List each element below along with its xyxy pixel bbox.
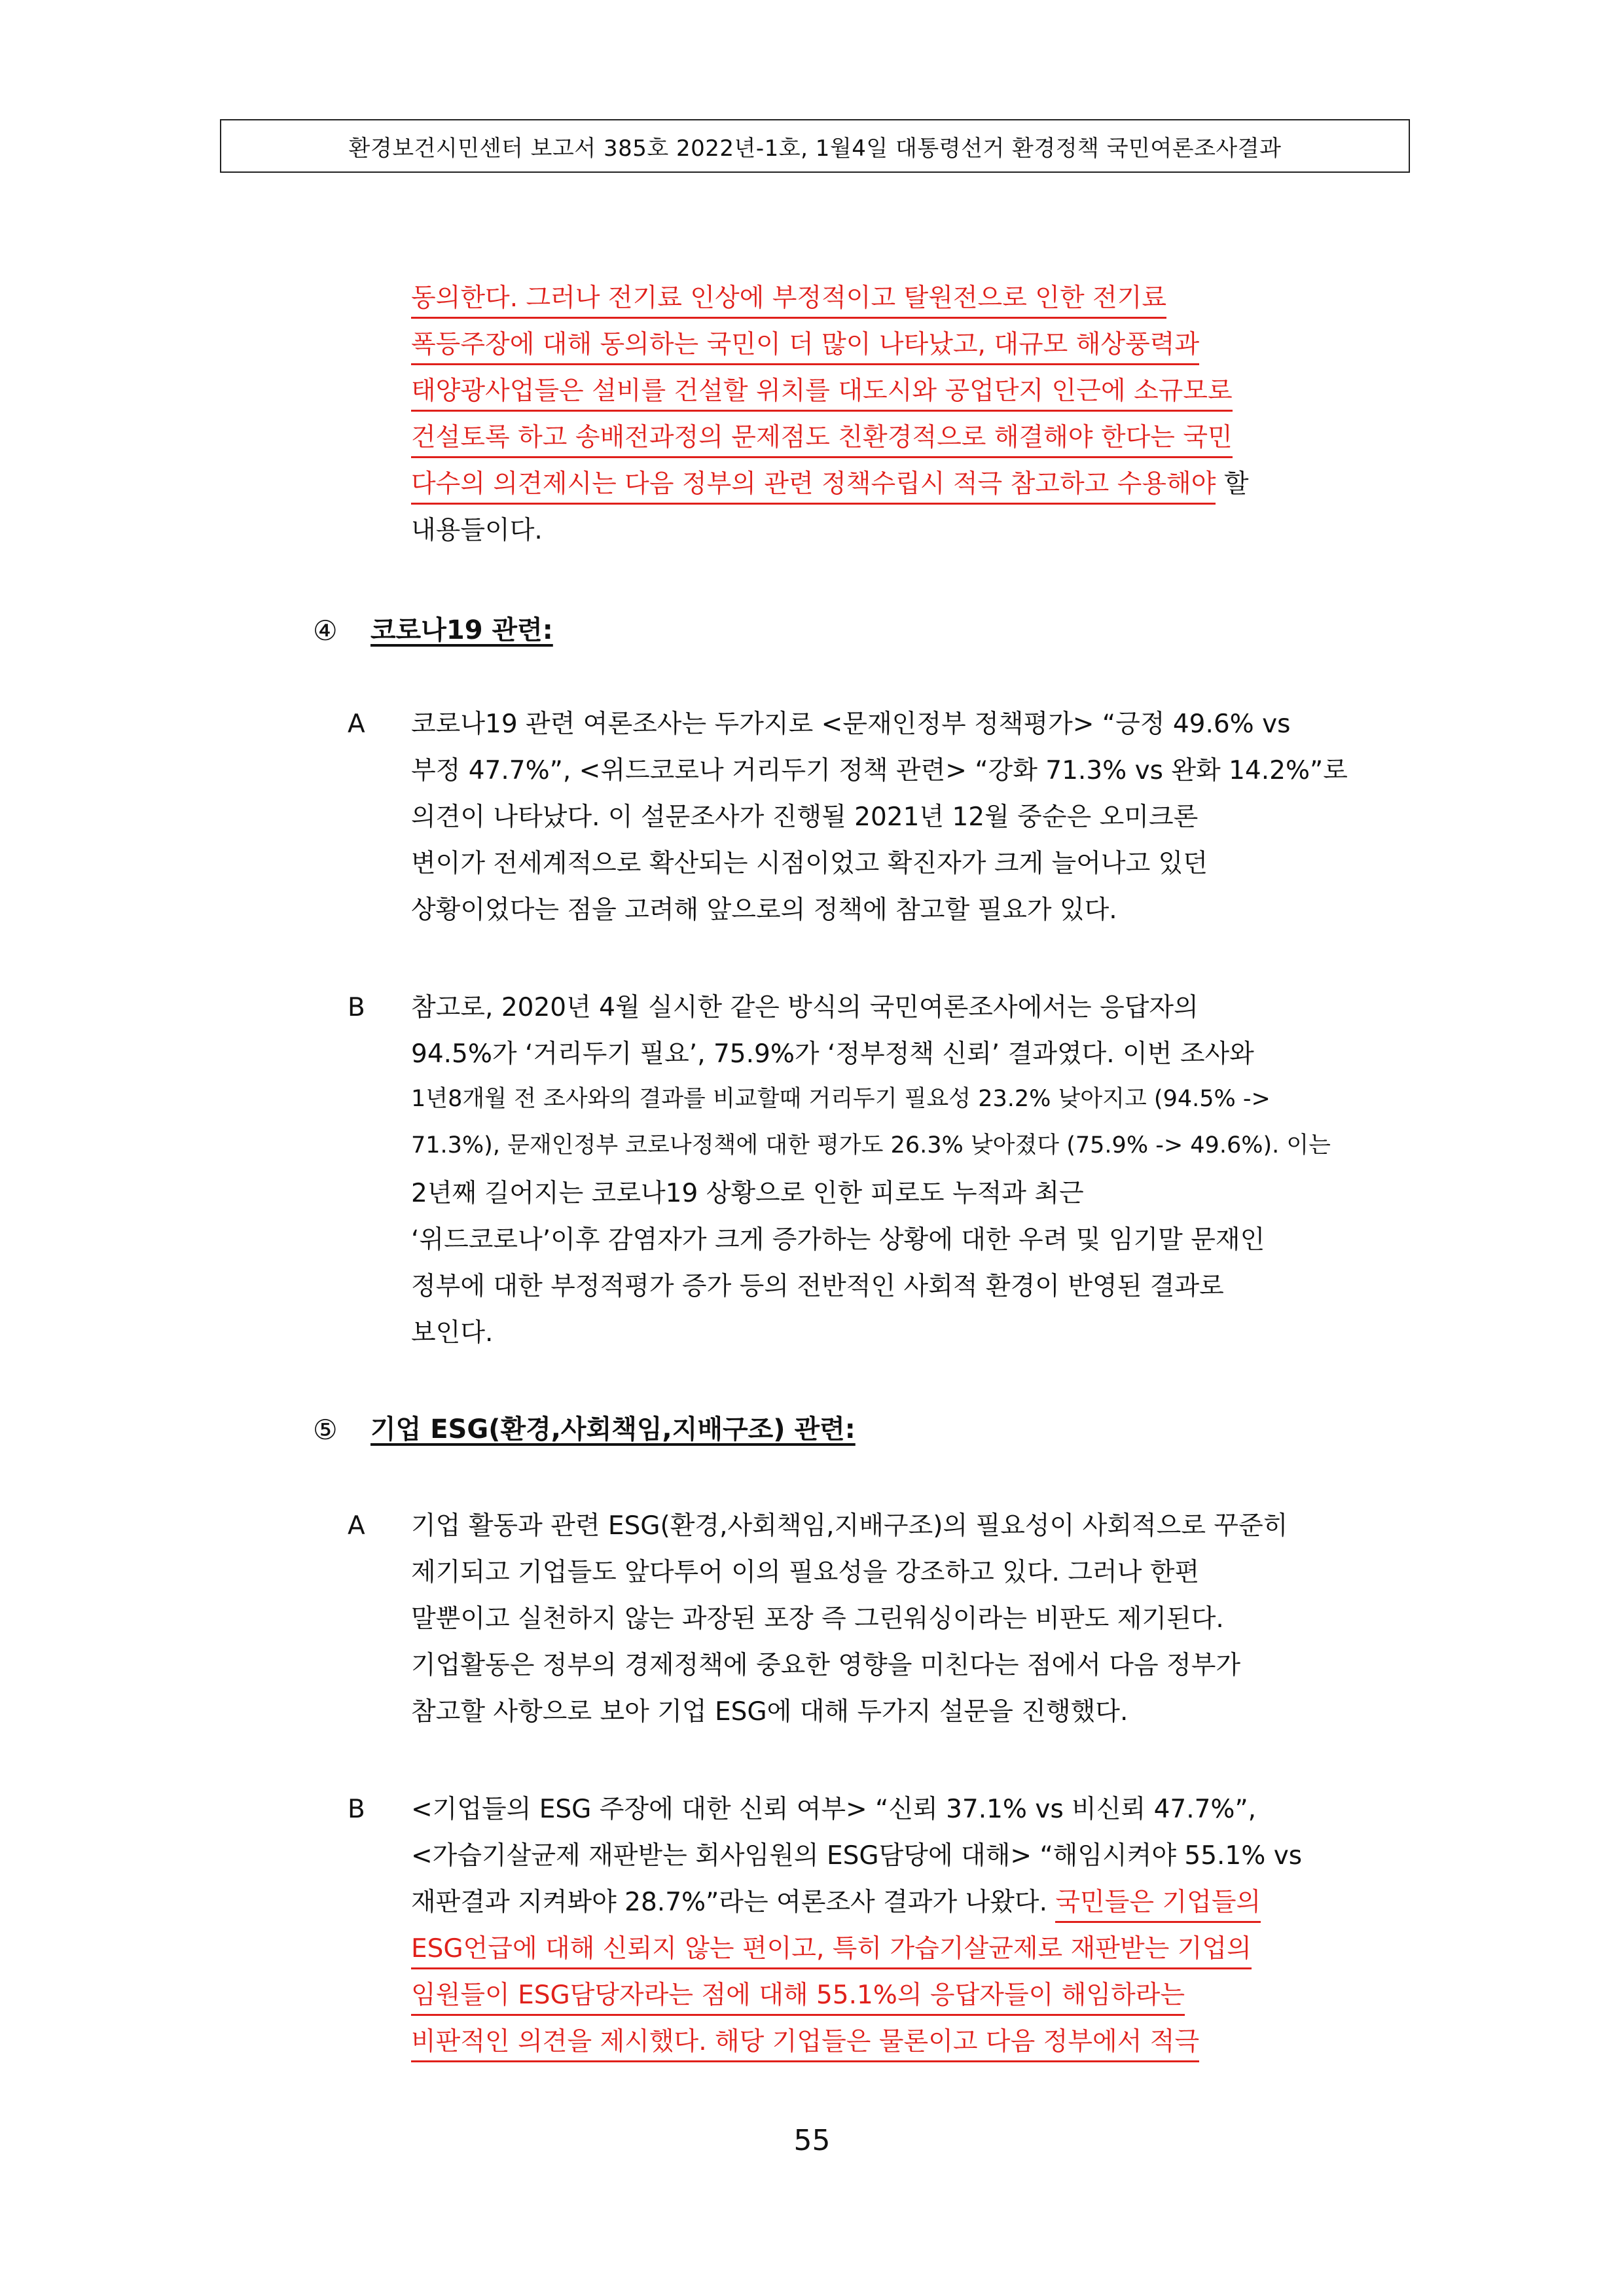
esg-b-line-4: ESG언급에 대해 신뢰지 않는 편이고, 특히 가습기살균제로 재판받는 기업의 [411,1934,1252,1969]
esg-a-line-5: 참고할 사항으로 보아 기업 ESG에 대해 두가지 설문을 진행했다. [411,1697,1128,1727]
report-header [220,119,1410,173]
covid-b-line-4: 71.3%), 문재인정부 코로나정책에 대한 평가도 26.3% 낮아졌다 (75.9% -> 49.6%). 이는 [411,1132,1331,1158]
section-number-4: ④ [313,615,338,647]
page-number: 55 [793,2124,831,2157]
esg-a-line-1: 기업 활동과 관련 ESG(환경,사회책임,지배구조)의 필요성이 사회적으로 꾸준히 [411,1511,1288,1541]
item-letter-a: A [348,709,365,739]
intro-line-1: 동의한다. 그러나 전기료 인상에 부정적이고 탈원전으로 인한 전기료 [411,283,1166,319]
item-letter-b: B [348,993,365,1022]
intro-line-6: 내용들이다. [411,516,543,545]
covid-a-line-2: 부정 47.7%”, <위드코로나 거리두기 정책 관련> “강화 71.3% vs 완화 14.2%”로 [411,756,1348,785]
intro-line-5-tail: 할 [1223,469,1249,499]
section-title-esg: 기업 ESG(환경,사회책임,지배구조) 관련: [370,1414,856,1444]
esg-a-line-4: 기업활동은 정부의 경제정책에 중요한 영향을 미친다는 점에서 다음 정부가 [411,1651,1241,1680]
intro-line-5: 다수의 의견제시는 다음 정부의 관련 정책수립시 적극 참고하고 수용해야 [411,469,1216,505]
section-number-5: ⑤ [313,1414,338,1446]
esg-b-line-3: 재판결과 지켜봐야 28.7%”라는 여론조사 결과가 나왔다. [411,1888,1047,1917]
esg-item-letter-a: A [348,1511,365,1541]
covid-b-line-6: ‘위드코로나’이후 감염자가 크게 증가하는 상황에 대한 우려 및 임기말 문재인 [411,1225,1265,1255]
esg-b-line-1: <기업들의 ESG 주장에 대한 신뢰 여부> “신뢰 37.1% vs 비신뢰 47.7%”, [411,1795,1257,1824]
covid-b-line-2: 94.5%가 ‘거리두기 필요’, 75.9%가 ‘정부정책 신뢰’ 결과였다. 이번 조사와 [411,1039,1254,1069]
covid-b-line-1: 참고로, 2020년 4월 실시한 같은 방식의 국민여론조사에서는 응답자의 [411,993,1199,1022]
intro-line-4: 건설토록 하고 송배전과정의 문제점도 친환경적으로 해결해야 한다는 국민 [411,423,1233,458]
covid-b-line-7: 정부에 대한 부정적평가 증가 등의 전반적인 사회적 환경이 반영된 결과로 [411,1272,1224,1301]
esg-a-line-2: 제기되고 기업들도 앞다투어 이의 필요성을 강조하고 있다. 그러나 한편 [411,1558,1200,1587]
esg-item-letter-b: B [348,1795,365,1824]
intro-line-2: 폭등주장에 대해 동의하는 국민이 더 많이 나타났고, 대규모 해상풍력과 [411,330,1199,365]
esg-b-line-6: 비판적인 의견을 제시했다. 해당 기업들은 물론이고 다음 정부에서 적극 [411,2027,1199,2062]
covid-b-line-5: 2년째 길어지는 코로나19 상황으로 인한 피로도 누적과 최근 [411,1179,1084,1208]
esg-b-line-5: 임원들이 ESG담당자라는 점에 대해 55.1%의 응답자들이 해임하라는 [411,1981,1185,2016]
covid-b-line-8: 보인다. [411,1318,494,1348]
covid-a-line-1: 코로나19 관련 여론조사는 두가지로 <문재인정부 정책평가> “긍정 49.6% vs [411,709,1291,739]
esg-b-line-2: <가습기살균제 재판받는 회사임원의 ESG담당에 대해> “해임시켜야 55.1% vs [411,1841,1303,1871]
covid-a-line-3: 의견이 나타났다. 이 설문조사가 진행될 2021년 12월 중순은 오미크론 [411,802,1199,832]
intro-line-3: 태양광사업들은 설비를 건설할 위치를 대도시와 공업단지 인근에 소규모로 [411,376,1233,412]
esg-b-line-3-highlight: 국민들은 기업들의 [1055,1888,1261,1923]
report-header-text: 환경보건시민센터 보고서 385호 2022년-1호, 1월4일 대통령선거 환경정책 국민여론조사결과 [348,135,1282,162]
esg-a-line-3: 말뿐이고 실천하지 않는 과장된 포장 즉 그린워싱이라는 비판도 제기된다. [411,1604,1224,1634]
covid-b-line-3: 1년8개월 전 조사와의 결과를 비교할때 거리두기 필요성 23.2% 낮아지고 (94.5% -> [411,1086,1271,1112]
section-title-covid: 코로나19 관련: [370,615,553,645]
covid-a-line-5: 상황이었다는 점을 고려해 앞으로의 정책에 참고할 필요가 있다. [411,895,1117,925]
covid-a-line-4: 변이가 전세계적으로 확산되는 시점이었고 확진자가 크게 늘어나고 있던 [411,849,1208,878]
